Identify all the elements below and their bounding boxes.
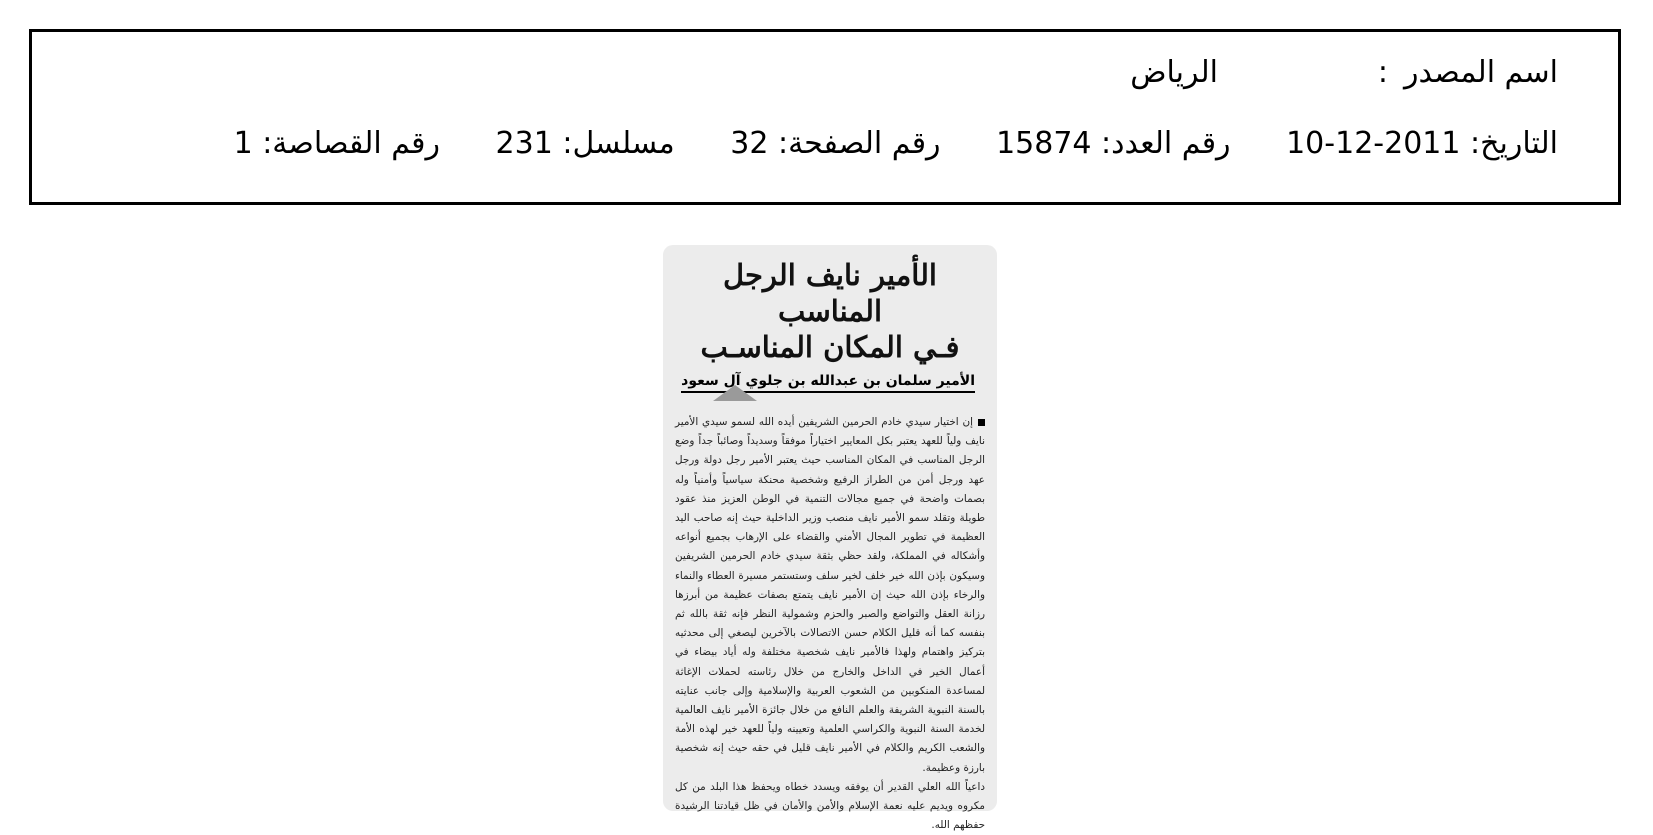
issue-number: رقم العدد: 15874 (996, 126, 1231, 161)
article-paragraph: داعياً الله العلي القدير أن يوفقه ويسدد خطاه ويحفظ هذا البلد من كل مكروه ويديم عليه نعمة الإسلام والأمن والأمان في ظل قيادتنا الرشيدة حفظهم الله. (675, 780, 985, 832)
page-number: رقم الصفحة: 32 (730, 126, 941, 161)
clip-number: رقم القصاصة: 1 (233, 126, 440, 161)
document-header (29, 29, 1621, 205)
paragraph-1-text: إن اختيار سيدي خادم الحرمين الشريفين أيده الله لسمو سيدي الأمير نايف ولياً للعهد يعتبر بكل المعايير اختياراً موفقاً وسديداً وصائباً جداً وضع الرجل المناسب في المكان المناسب حيث يعتبر الأمير رجل دولة ورجل عهد ورجل أمن من الطراز الرفيع وشخصية محنكة سياسياً وأمنياً وله بصمات واضحة في جميع مجالات التنمية في الوطن العزيز منذ عقود طويلة وتقلد سمو الأمير نايف منصب وزير الداخلية حيث إنه صاحب اليد العظيمة في تطوير المجال الأمني والقضاء على الإرهاب بجميع أنواعه وأشكاله في المملكة، ولقد حظي بثقة سيدي خادم الحرمين الشريفين وسيكون بإذن الله خير خلف لخير سلف وستستمر مسيرة العطاء والنماء والرخاء بإذن الله حيث إن الأمير نايف يتمتع بصفات عظيمة من أبرزها رزانة العقل والتواضع والصبر والحزم وشمولية النظر فإنه ثقة بالله ثم بنفسه كما أنه قليل الكلام حسن الاتصالات بالآخرين ليصغي إلى محدثيه بتركيز واهتمام ولهذا فالأمير نايف شخصية مختلفة وله أياد بيضاء في أعمال الخير في الداخل والخارج من خلال رئاسته لحملات الإغاثة لمساعدة المنكوبين من الشعوب العربية والإسلامية وإلى جانب عنايته بالسنة النبوية الشريفة والعلم النافع من خلال جائزة الأمير نايف العالمية لخدمة السنة النبوية والكراسي العلمية وتعيينه ولياً للعهد خير لهذه الأمة والشعب الكريم والكلام في الأمير نايف قليل في حقه حيث إنه شخصية بارزة وعظيمة. (675, 416, 985, 774)
triangle-icon (713, 385, 757, 401)
byline-row (675, 369, 985, 403)
newspaper-clipping (663, 245, 997, 832)
author-byline: الأمير سلمان بن عبدالله بن جلوي آل سعود (681, 373, 975, 393)
serial-number: مسلسل: 231 (495, 126, 675, 161)
clipping-title-line1: الأمير نايف الرجل المناسب (723, 258, 937, 328)
date-field: التاريخ: 2011-12-10 (1286, 126, 1558, 161)
source-value: الرياض (1130, 55, 1218, 90)
metadata-row (234, 125, 1558, 163)
clipping-title-line2: فـي المكان المناسـب (700, 330, 960, 364)
bullet-icon (978, 419, 985, 426)
source-label: اسم المصدر (1403, 55, 1558, 90)
article-paragraph (675, 413, 985, 778)
article-body (675, 413, 985, 835)
clipping-title (675, 257, 985, 365)
source-colon: : (1377, 55, 1388, 90)
